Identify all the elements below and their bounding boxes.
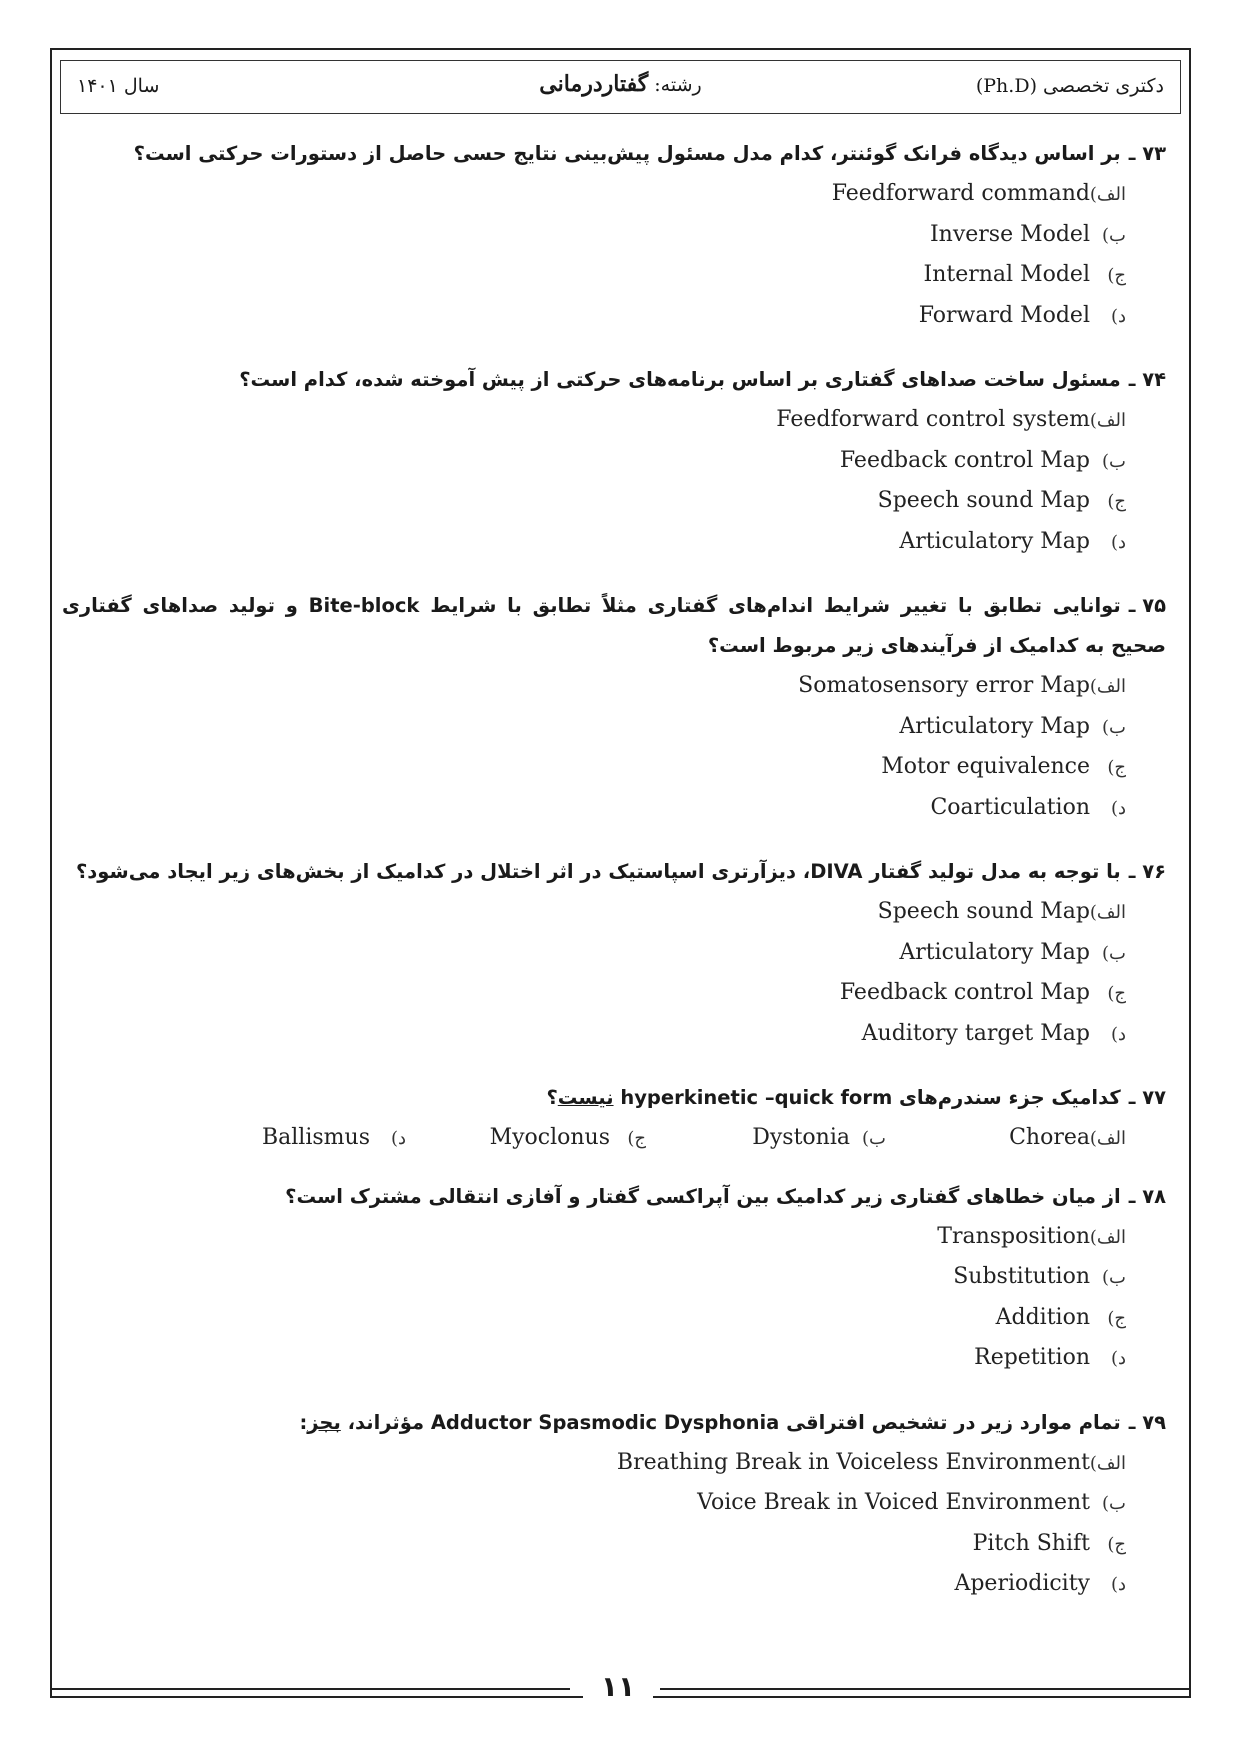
question-exception: بجز bbox=[307, 1410, 341, 1434]
questions-list bbox=[62, 134, 1166, 1629]
question-79 bbox=[62, 1403, 1166, 1605]
field-name: گفتاردرمانی bbox=[539, 71, 649, 97]
option-label: ب) bbox=[1102, 1267, 1126, 1288]
question-78 bbox=[62, 1177, 1166, 1379]
options-list bbox=[62, 400, 1126, 562]
option-be bbox=[62, 707, 1126, 748]
question-text: توانایی تطابق با تغییر شرایط اندام‌های گفتاری مثلاً تطابق با شرایط Bite-block و تولید صداهای گفتاری صحیح به کدامیک از فرآیندهای زیر مربوط است؟ bbox=[62, 594, 1166, 657]
option-jim bbox=[62, 1298, 1126, 1339]
option-text: Chorea bbox=[1009, 1125, 1090, 1150]
option-text: Inverse Model bbox=[929, 221, 1090, 247]
option-label: د) bbox=[1110, 1348, 1126, 1369]
option-text: Somatosensory error Map bbox=[798, 673, 1090, 698]
option-label: د) bbox=[1110, 305, 1126, 327]
question-75 bbox=[62, 586, 1166, 828]
question-text: مسئول ساخت صداهای گفتاری بر اساس برنامه‌های حرکتی از پیش آموخته شده، کدام است؟ bbox=[239, 368, 1121, 391]
question-text: با توجه به مدل تولید گفتار DIVA، دیزآرتری اسپاستیک در اثر اختلال در کدامیک از بخش‌های زیر ایجاد می‌شود؟ bbox=[75, 860, 1121, 883]
option-label: ج) bbox=[1107, 491, 1126, 512]
question-74 bbox=[62, 360, 1166, 562]
option-text: Voice Break in Voiced Environment bbox=[697, 1490, 1090, 1515]
option-text: Forward Model bbox=[918, 302, 1090, 328]
option-text: Feedforward control system bbox=[776, 407, 1090, 432]
question-mark: ؟ bbox=[546, 1086, 558, 1109]
option-jim bbox=[406, 1118, 646, 1159]
option-label: ب) bbox=[1102, 450, 1126, 472]
option-jim bbox=[62, 1524, 1126, 1565]
exam-year: سال ۱۴۰۱ bbox=[77, 75, 160, 97]
option-label: د) bbox=[1110, 797, 1126, 819]
question-number: ۷۵ ـ bbox=[1128, 594, 1166, 617]
option-be bbox=[646, 1118, 886, 1159]
option-text: Feedback control Map bbox=[839, 447, 1090, 473]
option-text: Breathing Break in Voiceless Environment bbox=[616, 1449, 1090, 1475]
page-number bbox=[0, 1670, 1236, 1703]
option-alef bbox=[62, 1217, 1126, 1258]
question-text: تمام موارد زیر در تشخیص افتراقی Adductor Spasmodic Dysphonia مؤثراند، bbox=[340, 1410, 1121, 1434]
option-be bbox=[62, 933, 1126, 974]
question-text: از میان خطاهای گفتاری زیر کدامیک بین آپراکسی گفتار و آفازی انتقالی مشترک است؟ bbox=[285, 1184, 1121, 1208]
question-number: ۷۹ ـ bbox=[1128, 1410, 1166, 1434]
option-label: ب) bbox=[1102, 1493, 1126, 1514]
question-number: ۷۶ ـ bbox=[1128, 860, 1166, 883]
option-text: Internal Model bbox=[923, 262, 1090, 287]
question-colon: : bbox=[299, 1410, 308, 1434]
option-label: ب) bbox=[862, 1128, 886, 1149]
option-label: الف) bbox=[1089, 184, 1126, 205]
option-label: ج) bbox=[1107, 983, 1126, 1004]
degree-label: دکتری تخصصی (Ph.D) bbox=[975, 75, 1164, 97]
options-list bbox=[62, 1217, 1126, 1379]
option-label: ج) bbox=[627, 1128, 646, 1149]
option-dal bbox=[62, 1564, 1126, 1605]
option-text: Repetition bbox=[974, 1345, 1090, 1370]
option-alef bbox=[62, 174, 1126, 215]
option-text: Ballismus bbox=[261, 1125, 370, 1150]
option-dal bbox=[166, 1118, 406, 1159]
option-text: Feedback control Map bbox=[839, 980, 1090, 1005]
option-dal bbox=[62, 788, 1126, 829]
field-label: رشته: bbox=[648, 74, 702, 96]
option-text: Articulatory Map bbox=[899, 939, 1090, 965]
option-text: Dystonia bbox=[752, 1125, 850, 1150]
options-list bbox=[62, 174, 1126, 336]
option-text: Myoclonus bbox=[489, 1125, 610, 1150]
question-number: ۷۸ ـ bbox=[1128, 1184, 1166, 1208]
option-text: Aperiodicity bbox=[954, 1571, 1090, 1596]
option-dal bbox=[62, 1338, 1126, 1379]
option-alef bbox=[62, 892, 1126, 933]
question-73 bbox=[62, 134, 1166, 336]
option-text: Articulatory Map bbox=[899, 713, 1090, 739]
option-jim bbox=[62, 481, 1126, 522]
option-label: ب) bbox=[1102, 716, 1126, 738]
option-label: الف) bbox=[1089, 410, 1126, 431]
option-be bbox=[62, 215, 1126, 256]
question-77 bbox=[62, 1078, 1166, 1159]
question-negation: نیست bbox=[557, 1086, 614, 1109]
option-label: د) bbox=[1110, 1023, 1126, 1045]
question-text: بر اساس دیدگاه فرانک گوئنتر، کدام مدل مسئول پیش‌بینی نتایج حسی حاصل از دستورات حرکتی است؟ bbox=[133, 142, 1121, 165]
option-label: الف) bbox=[1089, 1226, 1126, 1248]
field-title bbox=[61, 71, 1180, 97]
option-jim bbox=[62, 747, 1126, 788]
option-text: Auditory target Map bbox=[861, 1020, 1090, 1046]
option-label: د) bbox=[390, 1128, 406, 1149]
option-dal bbox=[62, 296, 1126, 337]
option-text: Motor equivalence bbox=[881, 754, 1090, 779]
option-label: د) bbox=[1110, 531, 1126, 553]
option-label: ج) bbox=[1107, 757, 1126, 778]
question-number: ۷۴ ـ bbox=[1128, 368, 1166, 391]
question-text: کدامیک جزء سندرم‌های hyperkinetic –quick form bbox=[613, 1086, 1121, 1109]
options-list bbox=[62, 1443, 1126, 1605]
question-number: ۷۷ ـ bbox=[1128, 1086, 1166, 1109]
option-label: ب) bbox=[1102, 942, 1126, 964]
option-text: Addition bbox=[995, 1304, 1090, 1330]
option-text: Speech sound Map bbox=[877, 899, 1090, 924]
option-text: Articulatory Map bbox=[899, 528, 1090, 554]
exam-header bbox=[60, 60, 1181, 114]
option-label: ب) bbox=[1102, 224, 1126, 246]
options-list bbox=[62, 892, 1126, 1054]
option-dal bbox=[62, 522, 1126, 563]
option-label: د) bbox=[1110, 1574, 1126, 1595]
option-label: الف) bbox=[1089, 1128, 1126, 1149]
option-alef bbox=[62, 1443, 1126, 1484]
option-label: الف) bbox=[1089, 676, 1126, 697]
option-label: الف) bbox=[1089, 902, 1126, 923]
option-label: الف) bbox=[1089, 1452, 1126, 1474]
option-jim bbox=[62, 973, 1126, 1014]
option-text: Speech sound Map bbox=[877, 488, 1090, 513]
option-label: ج) bbox=[1107, 1307, 1126, 1329]
option-text: Coarticulation bbox=[930, 794, 1090, 820]
option-jim bbox=[62, 255, 1126, 296]
option-alef bbox=[62, 400, 1126, 441]
option-be bbox=[62, 441, 1126, 482]
option-be bbox=[62, 1483, 1126, 1524]
option-alef bbox=[62, 666, 1126, 707]
option-text: Transposition bbox=[937, 1223, 1090, 1249]
option-dal bbox=[62, 1014, 1126, 1055]
options-list bbox=[62, 1118, 1126, 1159]
question-76 bbox=[62, 852, 1166, 1054]
question-number: ۷۳ ـ bbox=[1128, 142, 1166, 165]
option-text: Substitution bbox=[953, 1264, 1090, 1289]
option-be bbox=[62, 1257, 1126, 1298]
option-label: ج) bbox=[1107, 265, 1126, 286]
option-alef bbox=[886, 1118, 1126, 1159]
option-label: ج) bbox=[1107, 1533, 1126, 1555]
option-text: Pitch Shift bbox=[972, 1530, 1090, 1556]
options-list bbox=[62, 666, 1126, 828]
option-text: Feedforward command bbox=[831, 181, 1090, 206]
page-number-text: ۱۱ bbox=[583, 1670, 653, 1703]
